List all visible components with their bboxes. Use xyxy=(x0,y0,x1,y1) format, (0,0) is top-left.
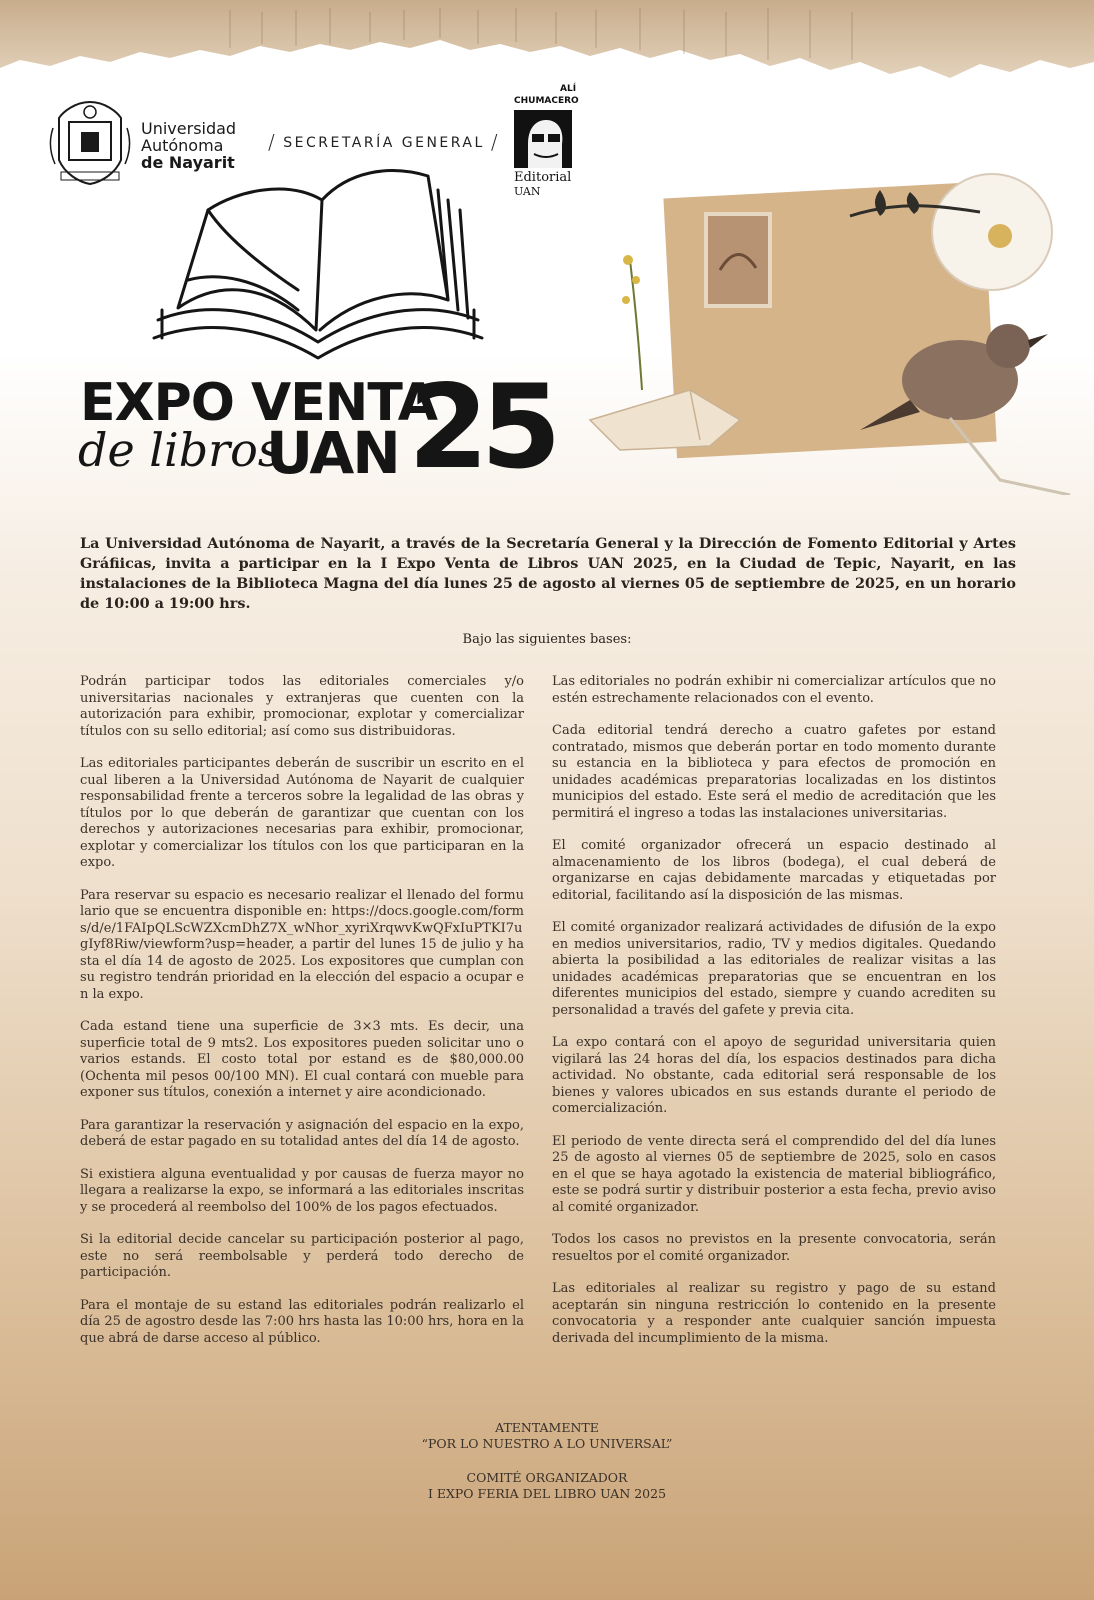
university-seal-icon xyxy=(45,98,135,186)
left-paragraph: Las editoriales participantes deberán de suscribir un escrito en el cual liberen a la Universidad Autónoma de Nayarit de cualquier responsabilidad frente a terceros sobre la legalidad de las obras y títulos por lo que deberán de garantizar que cuentan con los derechos y autorizaciones necesarias para exhibir, promocionar, explotar y comercializar los títulos con los que participaran en la expo. xyxy=(80,756,524,870)
right-paragraph: El comité organizador realizará actividades de difusión de la expo en medios universitarios, radio, TV y medios digitales. Quedando abierta la posibilidad a las editoriales de realizar visitas a las unidades académicas preparatorias que se encuentran en los diferentes municipios del estado, siempre y cuando acrediten su personalidad a través del gafete y previa cita. xyxy=(552,920,996,1018)
left-paragraph: Para garantizar la reservación y asignación del espacio en la expo, deberá de estar pagado en su totalidad antes del día 14 de agosto. xyxy=(80,1117,524,1149)
university-name-line2: Autónoma xyxy=(141,136,224,155)
intro-paragraph: La Universidad Autónoma de Nayarit, a través de la Secretaría General y la Dirección de Fomento Editorial y Artes Gráfiicas, invita a participar en la I Expo Venta de Libros UAN 2025, en la Ciudad de Tepic, Nayarit, en las instalaciones de la Biblioteca Magna del día lunes 25 de agosto al viernes 05 de septiembre de 2025, en un horario de 10:00 a 19:00 hrs. xyxy=(80,535,1016,612)
right-column xyxy=(552,674,996,1363)
left-paragraph: Si existiera alguna eventualidad y por causas de fuerza mayor no llegara a realizarse la expo, se informará a las editoriales inscritas y se procederá al reembolso del 100% de los pagos efectuados. xyxy=(80,1166,524,1215)
title-uan: UAN xyxy=(266,419,399,487)
title-expo-venta: EXPO VENTA xyxy=(80,373,437,433)
right-paragraph: Las editoriales al realizar su registro y pago de su estand aceptarán sin ninguna restricción lo contenido en la presente convocatoria y a responder ante cualquier sanción impuesta derivada del incumplimiento de la misma. xyxy=(552,1281,996,1346)
university-name-line1: Universidad xyxy=(141,119,237,138)
editorial-uan-label: UAN xyxy=(514,185,541,198)
right-paragraph: La expo contará con el apoyo de seguridad universitaria quien vigilará las 24 horas del día, los espacios destinados para dicha actividad. No obstante, cada editorial será responsable de los bienes y valores ubicados en sus estands durante el periodo de comercialización. xyxy=(552,1035,996,1116)
editorial-chumacero-label: CHUMACERO xyxy=(514,96,579,106)
secretaria-general-label: / SECRETARÍA GENERAL / xyxy=(268,130,501,154)
atentamente-label: ATENTAMENTE xyxy=(495,1420,599,1435)
left-paragraph: Para el montaje de su estand las editoriales podrán realizarlo el día 25 de agostro desde las 7:00 hrs hasta las 10:00 hrs, hora en la que abrá de darse acceso al público. xyxy=(80,1297,524,1346)
comite-label: COMITÉ ORGANIZADOR xyxy=(466,1470,628,1485)
right-paragraph: Cada editorial tendrá derecho a cuatro gafetes por estand contratado, mismos que deberán portar en todo momento durante su estancia en la biblioteca y para efectos de promoción en unidades académicas preparatorias localizadas en los distintos municipios del estado. Este será el medio de acreditación que les permitirá el ingreso a todas las instalaciones universitarias. xyxy=(552,723,996,821)
portrait-icon xyxy=(514,110,572,168)
left-paragraph: Podrán participar todos las editoriales comerciales y/o universitarias nacionales y extranjeras que cuenten con la autorización para exhibir, promocionar, explotar y comercializar títulos con su sello editorial; así como sus distribuidoras. xyxy=(80,674,524,739)
left-paragraph: Si la editorial decide cancelar su participación posterior al pago, este no será reembolsable y perderá todo derecho de participación. xyxy=(80,1232,524,1280)
left-paragraph: Para reservar su espacio es necesario realizar el llenado del formulario que se encuentra disponible en: https://docs.google.com/forms/d/e/1FAIpQLScWZXcmDhZ7X_wNhor_xyriXrqwvKwQFxIuPTKI7ugIyf8Riw/viewform?usp=header, a partir del lunes 15 de julio y hasta el día 14 de agosto de 2025. Los expositores que cumplan con su registro tendrán prioridad en la elección del espacio a ocupar en la expo. xyxy=(80,887,524,1002)
right-paragraph: Las editoriales no podrán exhibir ni comercializar artículos que no estén estrechamente relacionados con el evento. xyxy=(552,674,996,706)
left-paragraph: Cada estand tiene una superficie de 3×3 mts. Es decir, una superficie total de 9 mts2. Los expositores pueden solicitar uno o varios estands. El costo total por estand es de $80,000.00 (Ochenta mil pesos 00/100 MN). El cual contará con mueble para exponer sus títulos, conexión a internet y aire acondicionado. xyxy=(80,1019,524,1100)
feria-label: I EXPO FERIA DEL LIBRO UAN 2025 xyxy=(427,1486,667,1501)
title-year: 25 xyxy=(408,360,554,495)
closing-comite xyxy=(0,1470,1094,1502)
university-name-line3: de Nayarit xyxy=(141,153,235,172)
right-paragraph: El comité organizador ofrecerá un espacio destinado al almacenamiento de los libros (bodega), el cual deberá de organizarse en cajas debidamente marcadas y etiquetadas por editorial, facilitando así la disposición de las mismas. xyxy=(552,838,996,903)
editorial-uan-logo xyxy=(514,84,584,200)
right-paragraph: El periodo de vente directa será el comprendido del del día lunes 25 de agosto al viernes 05 de septiembre de 2025, solo en casos en el que se haya agotado la existencia de material bibliográfico, este se podrá surtir y distribuir posterior a esta fecha, previo aviso al comité organizador. xyxy=(552,1133,996,1215)
left-column xyxy=(80,674,524,1363)
vintage-collage-illustration xyxy=(580,150,1080,495)
open-book-illustration xyxy=(148,160,488,370)
editorial-label: Editorial xyxy=(514,170,572,185)
closing-atentamente xyxy=(0,1420,1094,1452)
title-de-libros: de libros xyxy=(78,423,282,477)
secretaria-text: SECRETARÍA GENERAL xyxy=(283,135,485,151)
right-paragraph: Todos los casos no previstos en la presente convocatoria, serán resueltos por el comité organizador. xyxy=(552,1232,996,1264)
lema-label: “POR LO NUESTRO A LO UNIVERSAL” xyxy=(421,1436,673,1451)
bases-heading: Bajo las siguientes bases: xyxy=(462,632,632,647)
editorial-ali-label: ALÍ xyxy=(560,84,577,94)
